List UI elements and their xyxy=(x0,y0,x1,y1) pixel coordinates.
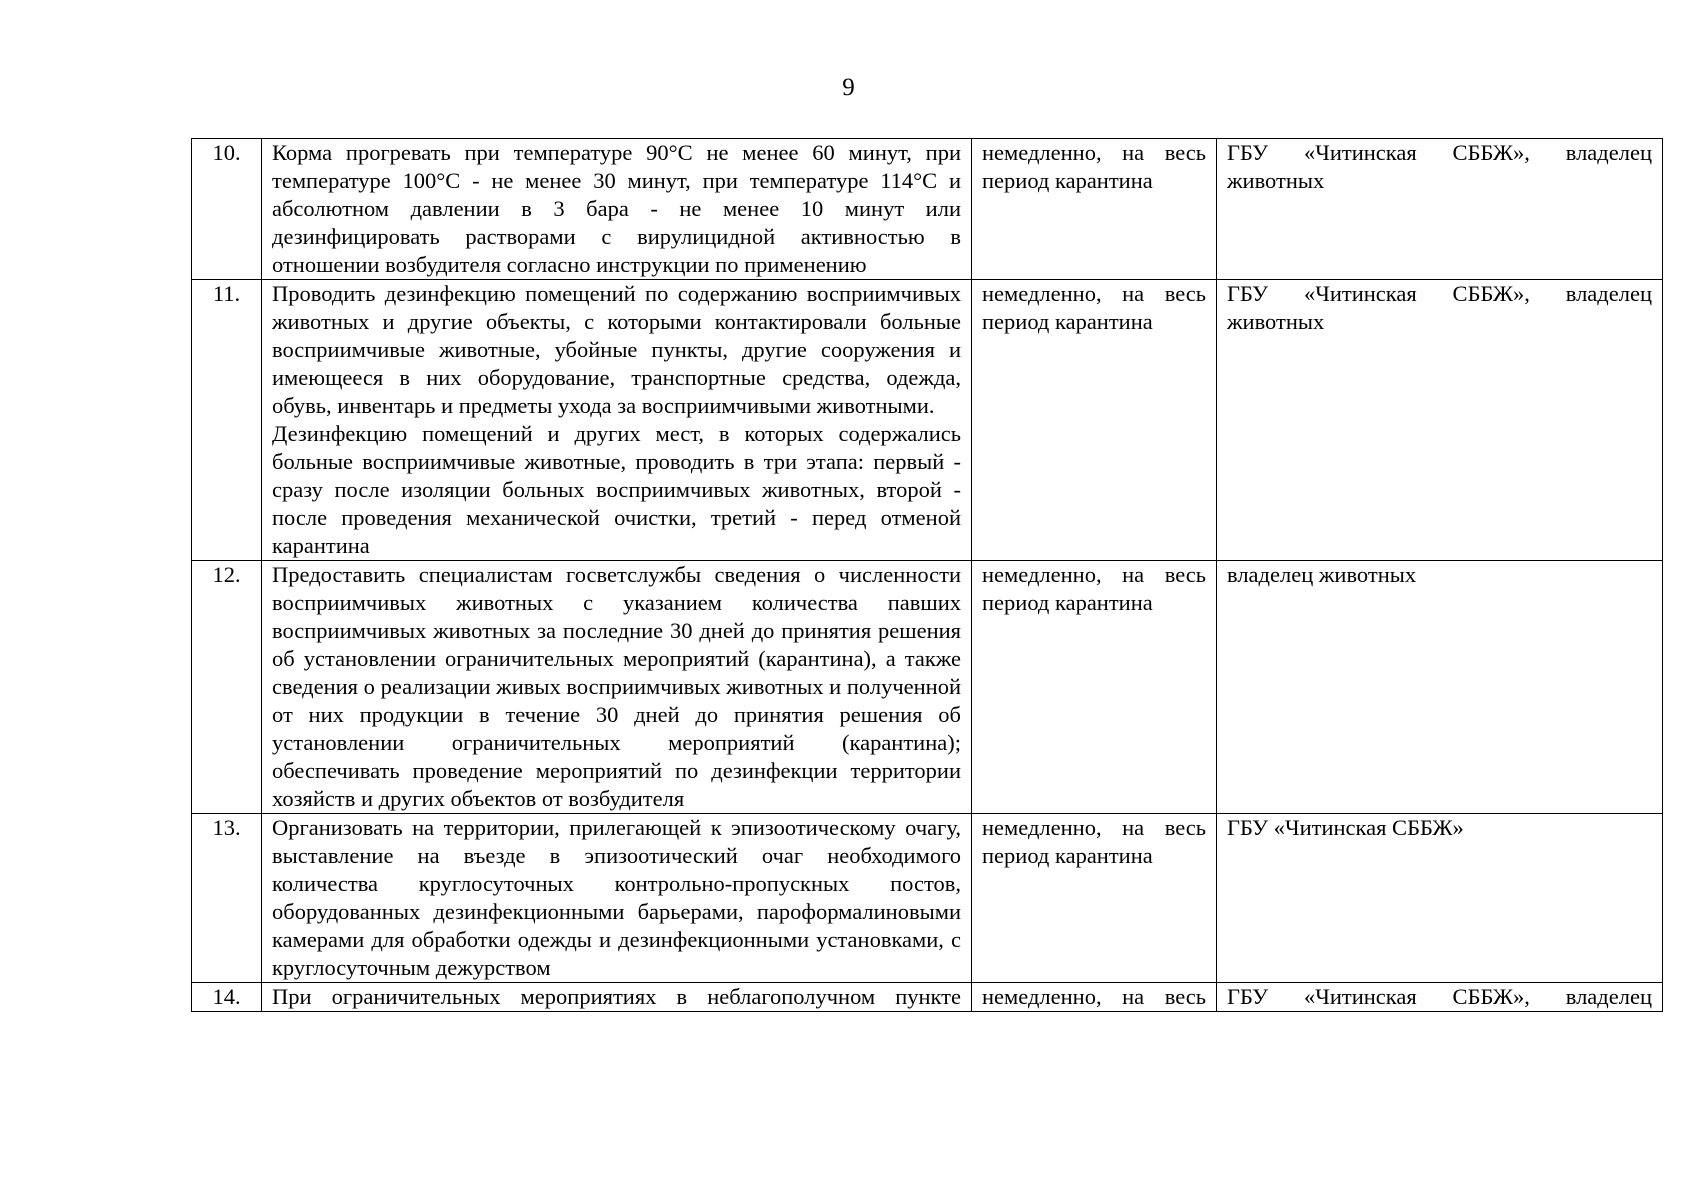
row-number: 10. xyxy=(192,139,262,280)
term-cell xyxy=(972,814,1217,983)
measure-cell xyxy=(262,814,972,983)
row-number: 11. xyxy=(192,280,262,561)
responsible-cell xyxy=(1217,139,1663,280)
responsible-cell xyxy=(1217,814,1663,983)
row-number: 14. xyxy=(192,983,262,1012)
measure-cell xyxy=(262,983,972,1012)
responsible-text: ГБУ «Читинская СББЖ», владелец животных xyxy=(1227,140,1652,193)
measure-text: Дезинфекцию помещений и других мест, в которых содержались больные восприимчивые животные, проводить в три этапа: первый - сразу после изоляции больных восприимчивых животных, второй - после проведения механической очистки, третий - перед отменой карантина xyxy=(272,421,961,558)
term-text: немедленно, на весь период карантина xyxy=(982,281,1206,334)
measure-text: Корма прогревать при температуре 90°С не менее 60 минут, при температуре 100°С - не менее 30 минут, при температуре 114°С и абсолютном давлении в 3 бара - не менее 10 минут или дезинфицировать растворами с вирулицидной активностью в отношении возбудителя согласно инструкции по применению xyxy=(272,140,961,277)
measure-text: При ограничительных мероприятиях в неблагополучном пункте xyxy=(272,984,961,1009)
term-text: немедленно, на весь период карантина xyxy=(982,562,1206,615)
row-number: 12. xyxy=(192,561,262,814)
responsible-text: владелец животных xyxy=(1227,562,1417,587)
responsible-text: ГБУ «Читинская СББЖ», владелец xyxy=(1227,984,1652,1009)
term-cell xyxy=(972,280,1217,561)
table-row xyxy=(192,983,1663,1012)
term-text: немедленно, на весь период карантина xyxy=(982,815,1206,868)
term-cell xyxy=(972,139,1217,280)
measure-cell xyxy=(262,139,972,280)
term-text: немедленно, на весь xyxy=(982,984,1206,1009)
table-row xyxy=(192,561,1663,814)
term-text: немедленно, на весь период карантина xyxy=(982,140,1206,193)
measure-text: Проводить дезинфекцию помещений по содержанию восприимчивых животных и другие объекты, с которыми контактировали больные восприимчивые животные, убойные пункты, другие сооружения и имеющееся в них оборудование, транспортные средства, одежда, обувь, инвентарь и предметы ухода за восприимчивыми животными. xyxy=(272,281,961,418)
term-cell xyxy=(972,561,1217,814)
table-row xyxy=(192,814,1663,983)
responsible-text: ГБУ «Читинская СББЖ» xyxy=(1227,815,1464,840)
table-row xyxy=(192,280,1663,561)
table-row xyxy=(192,139,1663,280)
responsible-cell xyxy=(1217,561,1663,814)
responsible-cell xyxy=(1217,983,1663,1012)
measure-cell xyxy=(262,280,972,561)
measure-cell xyxy=(262,561,972,814)
measure-text: Организовать на территории, прилегающей к эпизоотическому очагу, выставление на въезде в эпизоотический очаг необходимого количества круглосуточных контрольно-пропускных постов, оборудованных дезинфекционными барьерами, пароформалиновыми камерами для обработки одежды и дезинфекционными установками, с круглосуточным дежурством xyxy=(272,815,961,980)
measures-table xyxy=(191,138,1663,1012)
term-cell xyxy=(972,983,1217,1012)
measure-text: Предоставить специалистам госветслужбы сведения о численности восприимчивых животных с указанием количества павших восприимчивых животных за последние 30 дней до принятия решения об установлении ограничительных мероприятий (карантина), а также сведения о реализации живых восприимчивых животных и полученной от них продукции в течение 30 дней до принятия решения об установлении ограничительных мероприятий (карантина); обеспечивать проведение мероприятий по дезинфекции территории хозяйств и других объектов от возбудителя xyxy=(272,562,961,811)
page-number: 9 xyxy=(842,74,855,101)
responsible-cell xyxy=(1217,280,1663,561)
responsible-text: ГБУ «Читинская СББЖ», владелец животных xyxy=(1227,281,1652,334)
row-number: 13. xyxy=(192,814,262,983)
